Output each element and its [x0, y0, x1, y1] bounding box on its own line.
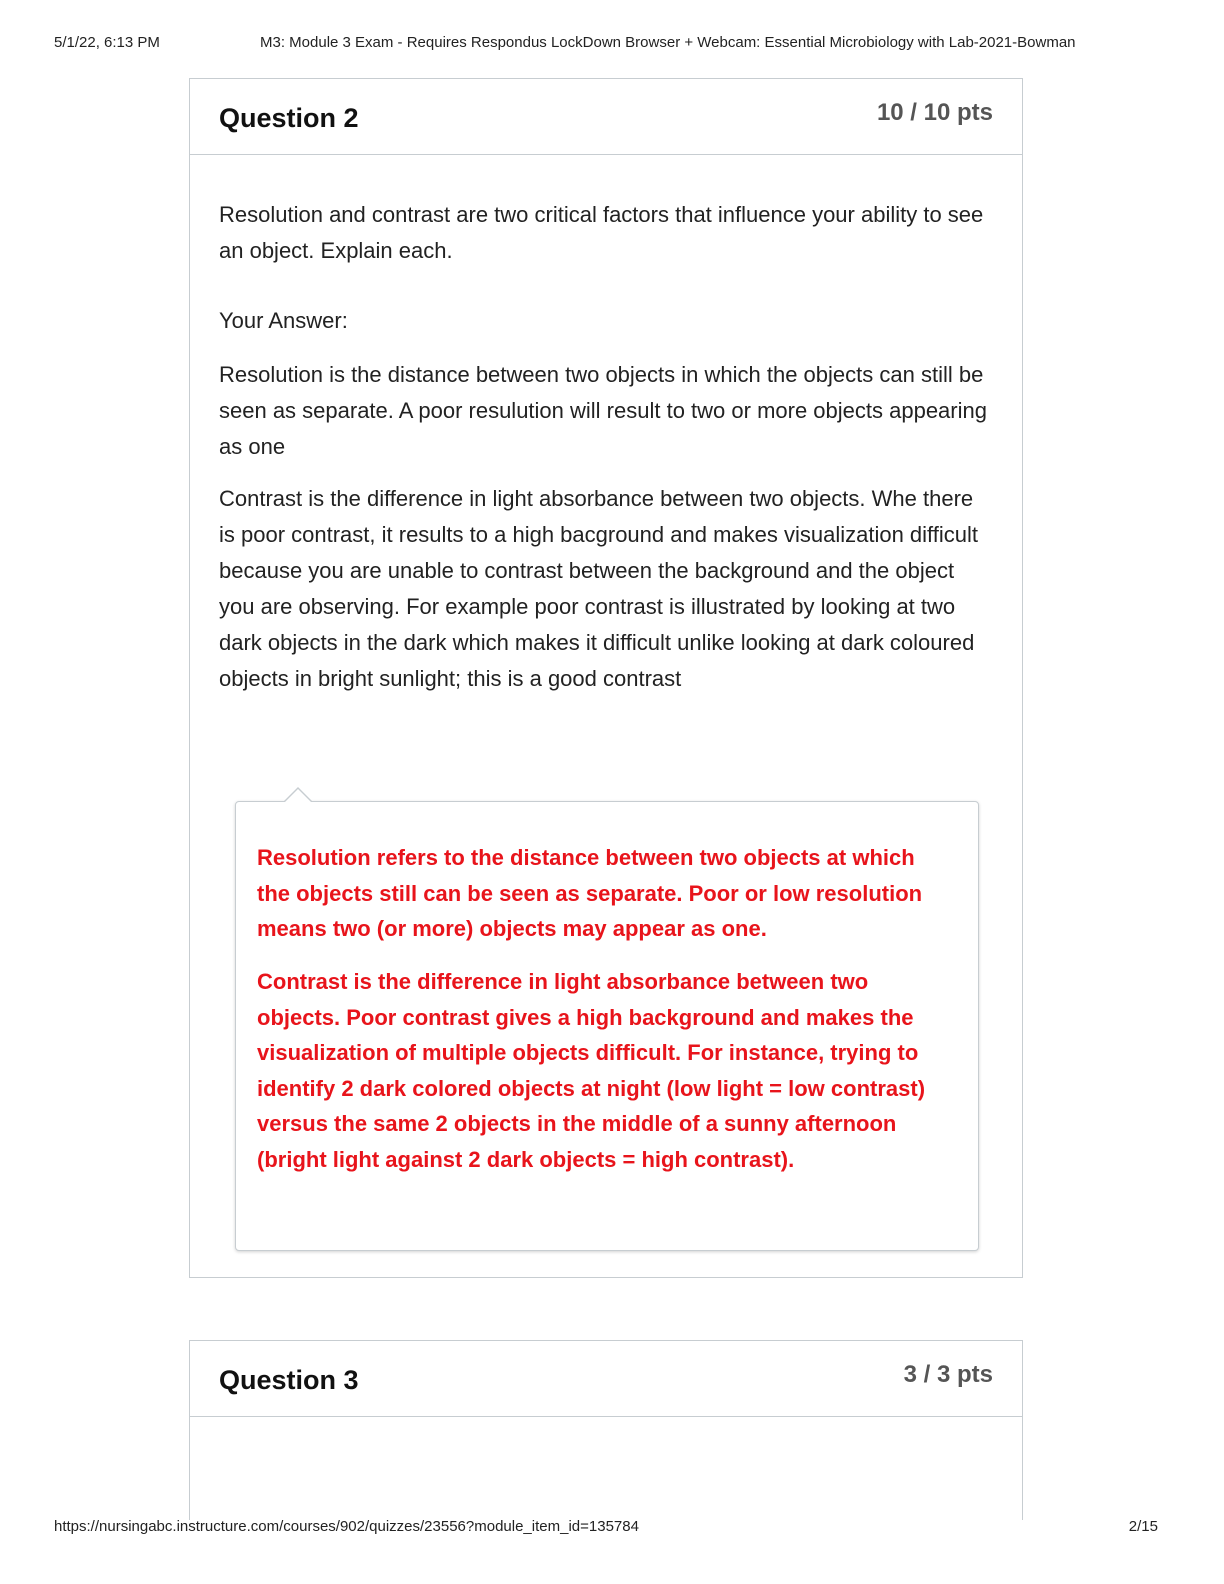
question-title: Question 3	[219, 1365, 359, 1395]
question-3-card	[189, 1340, 1023, 1520]
question-title: Question 2	[219, 103, 359, 133]
question-header	[190, 79, 1022, 155]
print-header-title: M3: Module 3 Exam - Requires Respondus LockDown Browser + Webcam: Essential Microbiology with Lab-2021-Bowman	[260, 34, 1076, 51]
question-header	[190, 1341, 1022, 1417]
print-footer-url: https://nursingabc.instructure.com/courses/902/quizzes/23556?module_item_id=135784	[54, 1518, 639, 1535]
comment-paragraph: Contrast is the difference in light absorbance between two objects. Poor contrast gives a high background and makes the visualization of multiple objects difficult. For instance, trying to identify 2 dark colored objects at night (low light = low contrast) versus the same 2 objects in the middle of a sunny afternoon (bright light against 2 dark objects = high contrast).	[257, 969, 926, 1172]
comment-paragraph: Resolution refers to the distance between two objects at which the objects still can be seen as separate. Poor or low resolution means two (or more) objects may appear as one.	[257, 845, 923, 941]
print-footer-page-number: 2/15	[1128, 1518, 1158, 1535]
question-2-card	[189, 78, 1023, 1278]
answer-label: Your Answer:	[219, 308, 348, 333]
answer-paragraph: Resolution is the distance between two objects in which the objects can still be seen as separate. A poor resulution will result to two or more objects appearing as one	[219, 362, 987, 459]
question-prompt: Resolution and contrast are two critical factors that influence your ability to see an object. Explain each.	[219, 202, 984, 263]
print-header-date: 5/1/22, 6:13 PM	[54, 34, 160, 51]
answer-paragraph: Contrast is the difference in light absorbance between two objects. Whe there is poor contrast, it results to a high bacground and makes visualization difficult because you are unable to contrast between the background and the object you are observing. For example poor contrast is illustrated by looking at two dark objects in the dark which makes it difficult unlike looking at dark coloured objects in bright sunlight; this is a good contrast	[219, 486, 978, 691]
question-points: 10 / 10 pts	[876, 99, 993, 126]
grader-comment-box	[235, 801, 979, 1251]
comment-arrow-inner	[285, 789, 311, 802]
question-points: 3 / 3 pts	[903, 1361, 993, 1388]
